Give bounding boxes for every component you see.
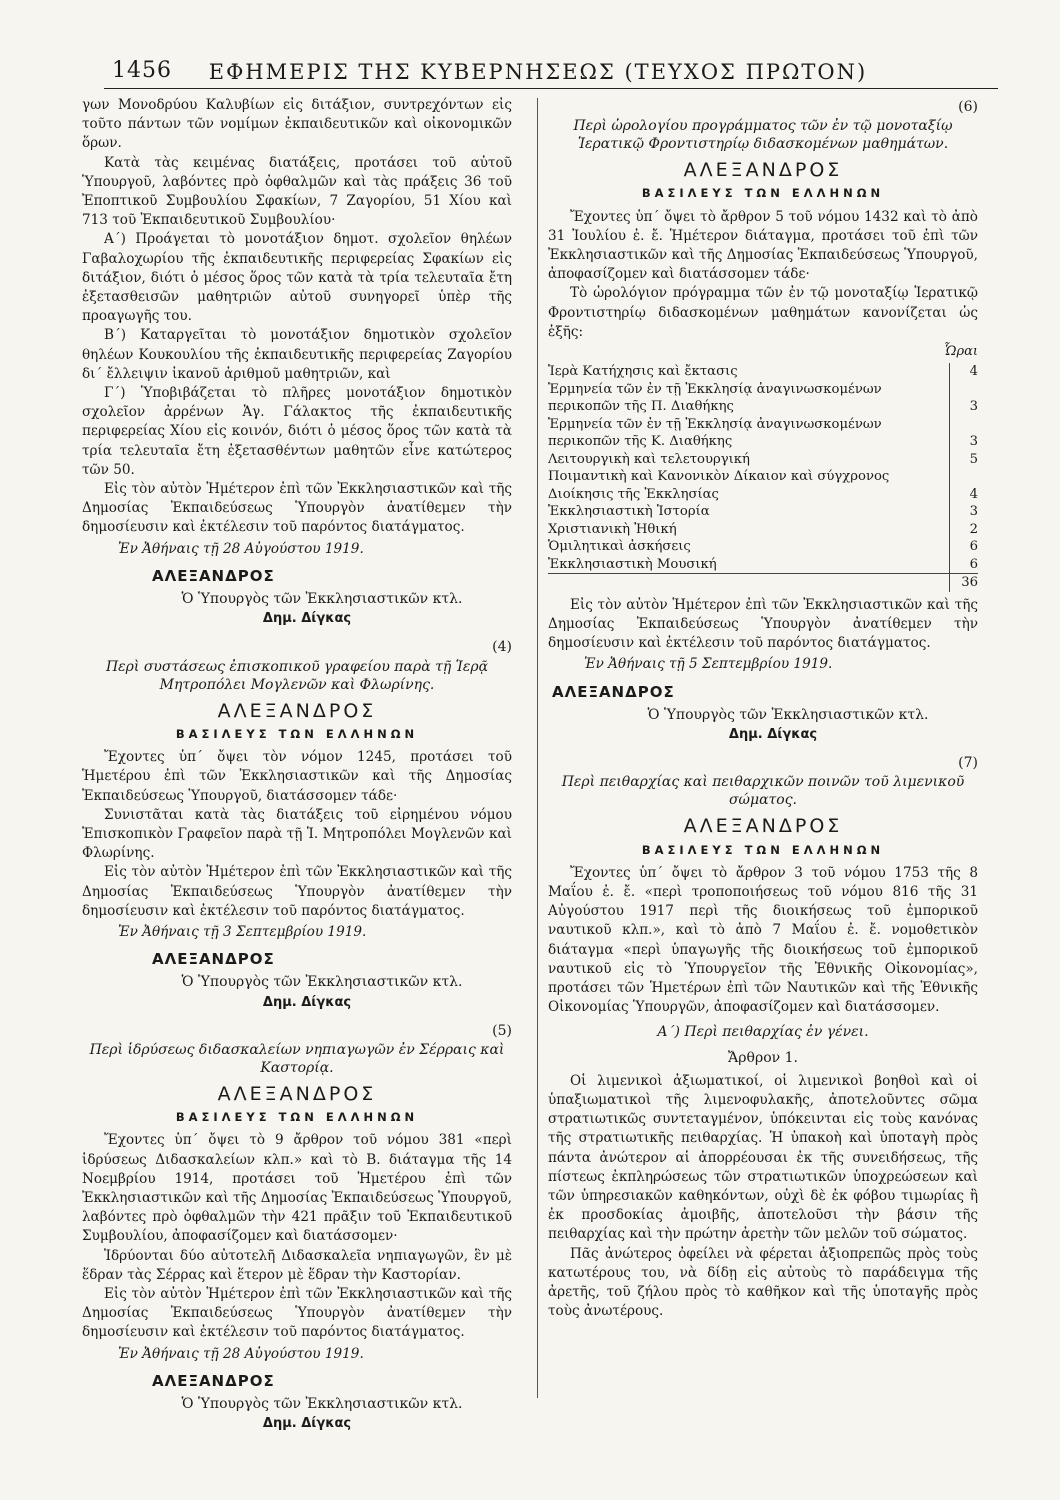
section-title: Περὶ ἱδρύσεως διδασκαλείων νηπιαγωγῶν ἐν Σέρραις καὶ Καστορίᾳ.: [89, 1041, 505, 1076]
paragraph: Συνιστᾶται κατὰ τὰς διατάξεις τοῦ εἰρημένου νόμου Ἐπισκοπικὸν Γραφεῖον παρὰ τῇ Ἱ. Μητροπόλει Μογλενῶν καὶ Φλωρίνης.: [82, 806, 512, 862]
timetable-row: [548, 381, 978, 416]
running-title: ΕΦΗΜΕΡΙΣ ΤΗΣ ΚΥΒΕΡΝΗΣΕΩΣ (ΤΕΥΧΟΣ ΠΡΩΤΟΝ): [208, 60, 868, 84]
article-heading: Ἄρθρον 1.: [728, 1049, 798, 1066]
king-subheading: ΒΑΣΙΛΕΥΣ ΤΩΝ ΕΛΛΗΝΩΝ: [641, 842, 885, 857]
minister-name: Δημ. Δίγκας: [728, 726, 818, 742]
timetable-subject: Ἐκκλησιαστικὴ Μουσική: [548, 556, 950, 574]
timetable-subject: Ἐκκλησιαστικὴ Ἱστορία: [548, 503, 950, 521]
section-number: (4): [492, 639, 512, 656]
paragraph: Εἰς τὸν αὐτὸν Ἡμέτερον ἐπὶ τῶν Ἐκκλησιαστικῶν καὶ τῆς Δημοσίας Ἐκπαιδεύσεως Ὑπουργὸν ἀνατίθεμεν τὴν δημοσίευσιν καὶ ἐκτέλεσιν τοῦ παρόντος διατάγματος.: [548, 596, 978, 652]
paragraph: Ἱδρύονται δύο αὐτοτελῆ Διδασκαλεῖα νηπιαγωγῶν, ἓν μὲ ἕδραν τὰς Σέρρας καὶ ἕτερον μὲ ἕδραν τὴν Καστορίαν.: [82, 1247, 512, 1283]
timetable-hours: 6: [969, 539, 978, 555]
minister-name: Δημ. Δίγκας: [262, 611, 352, 627]
king-subheading: ΒΑΣΙΛΕΥΣ ΤΩΝ ΕΛΛΗΝΩΝ: [175, 1110, 419, 1125]
section-number: (7): [958, 755, 978, 772]
minister-name: Δημ. Δίγκας: [262, 994, 352, 1010]
right-column: [548, 96, 978, 1321]
decree-date: Ἐν Ἀθήναις τῇ 3 Σεπτεμβρίου 1919.: [118, 923, 367, 940]
king-heading: ΑΛΕΞΑΝΔΡΟΣ: [217, 699, 377, 722]
paragraph: Εἰς τὸν αὐτὸν Ἡμέτερον ἐπὶ τῶν Ἐκκλησιαστικῶν καὶ τῆς Δημοσίας Ἐκπαιδεύσεως Ὑπουργὸν ἀνατίθεμεν τὴν δημοσίευσιν καὶ ἐκτέλεσιν τοῦ παρόντος διατάγματος.: [82, 481, 512, 536]
section-number: (6): [958, 99, 978, 115]
timetable-hours: 5: [969, 451, 978, 467]
king-signature: ΑΛΕΞΑΝΔΡΟΣ: [152, 950, 275, 969]
timetable-subject: Ἱερὰ Κατήχησις καὶ ἔκτασις: [548, 363, 950, 381]
king-heading: ΑΛΕΞΑΝΔΡΟΣ: [683, 815, 843, 838]
timetable-row: [548, 503, 978, 521]
king-signature: ΑΛΕΞΑΝΔΡΟΣ: [552, 682, 675, 701]
section-number: (5): [492, 1022, 512, 1039]
decree-date: Ἐν Ἀθήναις τῇ 28 Αὐγούστου 1919.: [118, 540, 364, 557]
paragraph: γων Μονοδρύου Καλυβίων εἰς διτάξιον, συντρεχόντων εἰς τοῦτο πάντων τῶν νομίμων ἐκπαιδευτικῶν καὶ οἰκονομικῶν ὅρων.: [82, 97, 512, 152]
section-title: Περὶ πειθαρχίας καὶ πειθαρχικῶν ποινῶν τοῦ λιμενικοῦ σώματος.: [561, 774, 965, 809]
paragraph: Πᾶς ἀνώτερος ὀφείλει νὰ φέρεται ἀξιοπρεπῶς πρὸς τοὺς κατωτέρους του, νὰ δίδῃ εἰς αὐτοὺς τὸ παράδειγμα τῆς ἀρετῆς, τοῦ ζήλου πρὸς τὸ καθῆκον καὶ τῆς ὑποταγῆς πρὸς τοὺς ἀνωτέρους.: [548, 1245, 978, 1320]
timetable-row: [548, 556, 978, 574]
minister-title: Ὁ Ὑπουργὸς τῶν Ἐκκλησιαστικῶν κτλ.: [181, 974, 463, 991]
header-rule: [104, 88, 998, 89]
hours-column-label: Ὧραι: [943, 344, 978, 360]
king-heading: ΑΛΕΞΑΝΔΡΟΣ: [683, 159, 843, 182]
timetable-hours: 6: [969, 556, 978, 572]
timetable-row: [548, 521, 978, 539]
minister-name: Δημ. Δίγκας: [262, 1416, 352, 1432]
timetable-row: [548, 363, 978, 381]
timetable-subject: Ἑρμηνεία τῶν ἐν τῇ Ἐκκλησίᾳ ἀναγινωσκομένων περικοπῶν τῆς Π. Διαθήκης: [548, 381, 950, 416]
paragraph: Ἔχοντες ὑπ΄ ὄψει τὸ ἄρθρον 5 τοῦ νόμου 1432 καὶ τὸ ἀπὸ 31 Ἰουλίου ἐ. ἔ. Ἡμέτερον διάταγμα, προτάσει τοῦ ἐπὶ τῶν Ἐκκλησιαστικῶν καὶ τῆς Δημοσίας Ἐκπαιδεύσεως Ὑπουργοῦ, ἀποφασίζομεν καὶ διατάσσομεν τάδε·: [548, 208, 978, 283]
timetable-subject: Λειτουργικὴ καὶ τελετουργική: [548, 451, 950, 469]
timetable-total: 36: [950, 574, 979, 592]
section-title: Περὶ ὡρολογίου προγράμματος τῶν ἐν τῷ μονοταξίῳ Ἱερατικῷ Φροντιστηρίῳ διδασκομένων μαθημάτων.: [573, 118, 953, 153]
timetable-hours: 3: [969, 504, 978, 520]
king-heading: ΑΛΕΞΑΝΔΡΟΣ: [217, 1082, 377, 1105]
paragraph: Β΄) Καταργεῖται τὸ μονοτάξιον δημοτικὸν σχολεῖον θηλέων Κουκουλίου τῆς ἐκπαιδευτικῆς περιφερείας Ζαγορίου δι΄ ἔλλειψιν ἱκανοῦ ἀριθμοῦ μαθητριῶν, καὶ: [82, 327, 512, 382]
timetable-row: [548, 451, 978, 469]
timetable-hours: 4: [969, 364, 978, 380]
timetable-row: [548, 416, 978, 451]
page-number: 1456: [112, 58, 172, 83]
paragraph: Α΄) Προάγεται τὸ μονοτάξιον δημοτ. σχολεῖον θηλέων Γαβαλοχωρίου τῆς ἐκπαιδευτικῆς περιφερείας Σφακίων εἰς διτάξιον, διότι ὁ μέσος ὅρος τῶν κατὰ τὰ τρία τελευταῖα ἔτη ἐξετασθεισῶν μαθητριῶν αὐτοῦ συνηγορεῖ ὑπὲρ τῆς προαγωγῆς του.: [82, 231, 512, 325]
king-signature: ΑΛΕΞΑΝΔΡΟΣ: [152, 1371, 275, 1390]
page-header: [78, 52, 998, 94]
timetable: [548, 363, 978, 592]
timetable-subject: Ποιμαντικὴ καὶ Κανονικὸν Δίκαιον καὶ σύγχρονος Διοίκησις τῆς Ἐκκλησίας: [548, 468, 950, 503]
timetable-row: [548, 538, 978, 556]
minister-title: Ὁ Ὑπουργὸς τῶν Ἐκκλησιαστικῶν κτλ.: [647, 706, 929, 723]
timetable-hours: 3: [969, 399, 978, 415]
paragraph: Ἔχοντες ὑπ΄ ὄψει τὸ 9 ἄρθρον τοῦ νόμου 381 «περὶ ἱδρύσεως Διδασκαλείων κλπ.» καὶ τὸ Β. διάταγμα τῆς 14 Νοεμβρίου 1914, προτάσει τοῦ Ἡμετέρου ἐπὶ τῶν Ἐκκλησιαστικῶν καὶ τῆς Δημοσίας Ἐκπαιδεύσεως Ὑπουργοῦ, λαβόντες πρὸ ὀφθαλμῶν τὴν 421 πρᾶξιν τοῦ Ἐκπαιδευτικοῦ Συμβουλίου, ἀποφασίζομεν καὶ διατάσσομεν·: [82, 1132, 512, 1245]
minister-title: Ὁ Ὑπουργὸς τῶν Ἐκκλησιαστικῶν κτλ.: [181, 1395, 463, 1412]
king-signature: ΑΛΕΞΑΝΔΡΟΣ: [152, 566, 275, 585]
timetable-hours: 4: [969, 486, 978, 502]
timetable-hours: 3: [969, 434, 978, 450]
timetable-total-row: [548, 574, 978, 592]
king-subheading: ΒΑΣΙΛΕΥΣ ΤΩΝ ΕΛΛΗΝΩΝ: [175, 726, 419, 741]
decree-date: Ἐν Ἀθήναις τῇ 5 Σεπτεμβρίου 1919.: [584, 656, 833, 673]
paragraph: Γ΄) Ὑποβιβάζεται τὸ πλῆρες μονοτάξιον δημοτικὸν σχολεῖον ἀρρένων Ἁγ. Γάλακτος τῆς ἐκπαιδευτικῆς περιφερείας Χίου εἰς κοινόν, διότι ὁ μέσος ὅρος τῶν κατὰ τὰ τρία τελευταῖα ἔτη ἐξετασθέντων μαθητῶν εἶνε κατώτερος τῶν 50.: [82, 385, 512, 478]
timetable-total-spacer: [548, 574, 950, 592]
king-subheading: ΒΑΣΙΛΕΥΣ ΤΩΝ ΕΛΛΗΝΩΝ: [641, 186, 885, 201]
paragraph: Κατὰ τὰς κειμένας διατάξεις, προτάσει τοῦ αὐτοῦ Ὑπουργοῦ, λαβόντες πρὸ ὀφθαλμῶν καὶ τὰς πράξεις 36 τοῦ Ἐποπτικοῦ Συμβουλίου Σφακίων, 7 Ζαγορίου, 51 Χίου καὶ 713 τοῦ Ἐκπαιδευτικοῦ Συμβουλίου·: [82, 154, 512, 229]
timetable-row: [548, 468, 978, 503]
section-title: Περὶ συστάσεως ἐπισκοπικοῦ γραφείου παρὰ τῇ Ἱερᾷ Μητροπόλει Μογλενῶν καὶ Φλωρίνης.: [105, 658, 489, 693]
paragraph: Τὸ ὡρολόγιον πρόγραμμα τῶν ἐν τῷ μονοταξίῳ Ἱερατικῷ Φροντιστηρίῳ διδασκομένων μαθημάτων κανονίζεται ὡς ἑξῆς:: [548, 285, 978, 340]
timetable-subject: Ἑρμηνεία τῶν ἐν τῇ Ἐκκλησίᾳ ἀναγινωσκομένων περικοπῶν τῆς Κ. Διαθήκης: [548, 416, 950, 451]
paragraph: Ἔχοντες ὑπ΄ ὄψει τὸν νόμον 1245, προτάσει τοῦ Ἡμετέρου ἐπὶ τῶν Ἐκκλησιαστικῶν καὶ τῆς Δημοσίας Ἐκπαιδεύσεως Ὑπουργοῦ, διατάσσομεν τάδε·: [82, 749, 512, 804]
paragraph: Εἰς τὸν αὐτὸν Ἡμέτερον ἐπὶ τῶν Ἐκκλησιαστικῶν καὶ τῆς Δημοσίας Ἐκπαιδεύσεως Ὑπουργὸν ἀνατίθεμεν τὴν δημοσίευσιν καὶ ἐκτέλεσιν τοῦ παρόντος διατάγματος.: [82, 1285, 512, 1341]
timetable-subject: Χριστιανικὴ Ἠθική: [548, 521, 950, 539]
paragraph: Ἔχοντες ὑπ΄ ὄψει τὸ ἄρθρον 3 τοῦ νόμου 1753 τῆς 8 Μαΐου ἐ. ἔ. «περὶ τροποποιήσεως τοῦ νόμου 816 τῆς 31 Αὐγούστου 1917 περὶ τῆς διοικήσεως τοῦ ἐμπορικοῦ ναυτικοῦ κλπ.», καὶ τὸ ἀπὸ 7 Μαΐου ἐ. ἔ. νομοθετικὸν διάταγμα «περὶ ὑπαγωγῆς τῆς διοικήσεως τοῦ ἐμπορικοῦ ναυτικοῦ εἰς τὸ Ὑπουργεῖον τῆς Ἐθνικῆς Οἰκονομίας», προτάσει τῶν Ἡμετέρων ἐπὶ τῶν Ναυτικῶν καὶ τῆς Ἐθνικῆς Οἰκονομίας Ὑπουργῶν, ἀποφασίζομεν καὶ διατάσσομεν.: [548, 864, 978, 1016]
part-heading: Α΄) Περὶ πειθαρχίας ἐν γένει.: [657, 1024, 869, 1041]
minister-title: Ὁ Ὑπουργὸς τῶν Ἐκκλησιαστικῶν κτλ.: [181, 591, 463, 608]
paragraph: Οἱ λιμενικοὶ ἀξιωματικοί, οἱ λιμενικοὶ βοηθοὶ καὶ οἱ ὑπαξιωματικοὶ τῆς λιμενοφυλακῆς, ἀποτελοῦντες σῶμα στρατιωτικῶς συντεταγμένον, ὑπόκεινται εἰς τοὺς κανόνας τῆς στρατιωτικῆς πειθαρχίας. Ἡ ὑπακοὴ καὶ ὑποταγὴ πρὸς πάντα ἀνώτερον αἱ ἀπορρέουσαι ἐκ τῆς συνειδήσεως, τῆς πίστεως ἐκπληρώσεως τῶν στρατιωτικῶν ὑποχρεώσεων καὶ τῶν ὑπηρεσιακῶν καθηκόντων, οὐχὶ δὲ ἐκ φόβου τιμωρίας ἢ ἐκ προσδοκίας ἀμοιβῆς, ἀποτελοῦσι τὴν βάσιν τῆς πειθαρχίας καὶ τὴν πρώτην ἀρετὴν τῶν μελῶν τοῦ σώματος.: [548, 1072, 978, 1243]
decree-date: Ἐν Ἀθήναις τῇ 28 Αὐγούστου 1919.: [118, 1345, 364, 1362]
column-divider: [537, 98, 538, 1398]
timetable-subject: Ὁμιλητικαὶ ἀσκήσεις: [548, 538, 950, 556]
left-column: [82, 96, 512, 1437]
timetable-hours: 2: [969, 521, 978, 537]
paragraph: Εἰς τὸν αὐτὸν Ἡμέτερον ἐπὶ τῶν Ἐκκλησιαστικῶν καὶ τῆς Δημοσίας Ἐκπαιδεύσεως Ὑπουργὸν ἀνατίθεμεν τὴν δημοσίευσιν καὶ ἐκτέλεσιν τοῦ παρόντος διατάγματος.: [82, 864, 512, 919]
